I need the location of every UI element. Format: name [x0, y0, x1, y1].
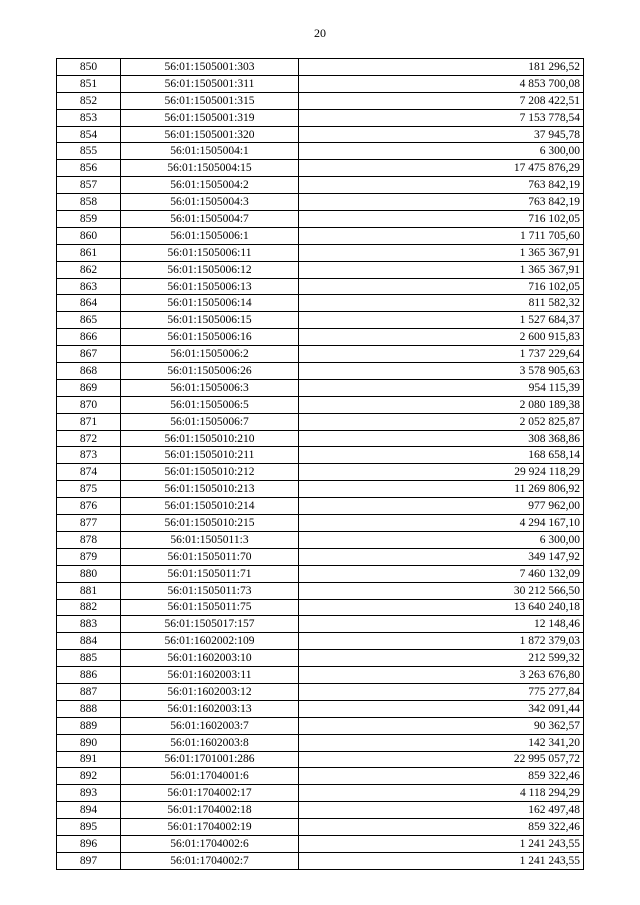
table-row — [57, 498, 584, 515]
cadastral-value-cell: 4 853 700,08 — [299, 75, 584, 92]
table-row — [57, 700, 584, 717]
row-number-cell: 868 — [57, 363, 121, 380]
cadastral-value-cell: 37 945,78 — [299, 126, 584, 143]
cadastral-number-cell: 56:01:1704002:6 — [121, 835, 299, 852]
cadastral-value-cell: 1 365 367,91 — [299, 261, 584, 278]
row-number-cell: 878 — [57, 531, 121, 548]
row-number-cell: 864 — [57, 295, 121, 312]
cadastral-value-cell: 22 995 057,72 — [299, 751, 584, 768]
cadastral-number-cell: 56:01:1505010:212 — [121, 464, 299, 481]
row-number-cell: 853 — [57, 109, 121, 126]
row-number-cell: 875 — [57, 481, 121, 498]
table-row — [57, 261, 584, 278]
cadastral-value-table — [56, 58, 584, 870]
row-number-cell: 877 — [57, 515, 121, 532]
cadastral-number-cell: 56:01:1505010:214 — [121, 498, 299, 515]
cadastral-number-cell: 56:01:1505011:75 — [121, 599, 299, 616]
cadastral-value-cell: 6 300,00 — [299, 143, 584, 160]
table-row — [57, 481, 584, 498]
cadastral-number-cell: 56:01:1505001:315 — [121, 92, 299, 109]
table-row — [57, 734, 584, 751]
cadastral-value-cell: 181 296,52 — [299, 59, 584, 76]
row-number-cell: 897 — [57, 852, 121, 869]
cadastral-value-cell: 2 080 189,38 — [299, 396, 584, 413]
row-number-cell: 869 — [57, 379, 121, 396]
cadastral-value-cell: 142 341,20 — [299, 734, 584, 751]
table-row — [57, 160, 584, 177]
cadastral-number-cell: 56:01:1505004:7 — [121, 211, 299, 228]
table-row — [57, 819, 584, 836]
table-row — [57, 599, 584, 616]
table-row — [57, 143, 584, 160]
cadastral-value-cell: 4 118 294,29 — [299, 785, 584, 802]
table-row — [57, 244, 584, 261]
cadastral-number-cell: 56:01:1505011:71 — [121, 565, 299, 582]
table-row — [57, 515, 584, 532]
table-row — [57, 650, 584, 667]
table-row — [57, 751, 584, 768]
cadastral-value-cell: 308 368,86 — [299, 430, 584, 447]
cadastral-number-cell: 56:01:1505001:320 — [121, 126, 299, 143]
cadastral-value-cell: 29 924 118,29 — [299, 464, 584, 481]
cadastral-value-cell: 212 599,32 — [299, 650, 584, 667]
cadastral-value-cell: 13 640 240,18 — [299, 599, 584, 616]
row-number-cell: 896 — [57, 835, 121, 852]
row-number-cell: 855 — [57, 143, 121, 160]
row-number-cell: 889 — [57, 717, 121, 734]
cadastral-number-cell: 56:01:1505006:26 — [121, 363, 299, 380]
row-number-cell: 863 — [57, 278, 121, 295]
row-number-cell: 891 — [57, 751, 121, 768]
cadastral-number-cell: 56:01:1505006:5 — [121, 396, 299, 413]
table-body — [57, 59, 584, 870]
cadastral-number-cell: 56:01:1505006:12 — [121, 261, 299, 278]
table-row — [57, 413, 584, 430]
row-number-cell: 870 — [57, 396, 121, 413]
row-number-cell: 862 — [57, 261, 121, 278]
table-row — [57, 447, 584, 464]
cadastral-value-cell: 763 842,19 — [299, 177, 584, 194]
table-row — [57, 565, 584, 582]
cadastral-value-cell: 1 241 243,55 — [299, 852, 584, 869]
cadastral-value-cell: 811 582,32 — [299, 295, 584, 312]
row-number-cell: 850 — [57, 59, 121, 76]
cadastral-number-cell: 56:01:1704002:17 — [121, 785, 299, 802]
row-number-cell: 888 — [57, 700, 121, 717]
row-number-cell: 892 — [57, 768, 121, 785]
table-row — [57, 582, 584, 599]
cadastral-number-cell: 56:01:1505004:2 — [121, 177, 299, 194]
table-row — [57, 852, 584, 869]
row-number-cell: 876 — [57, 498, 121, 515]
row-number-cell: 852 — [57, 92, 121, 109]
cadastral-value-cell: 4 294 167,10 — [299, 515, 584, 532]
cadastral-number-cell: 56:01:1505001:303 — [121, 59, 299, 76]
table-row — [57, 633, 584, 650]
cadastral-number-cell: 56:01:1505004:1 — [121, 143, 299, 160]
row-number-cell: 857 — [57, 177, 121, 194]
cadastral-value-cell: 90 362,57 — [299, 717, 584, 734]
row-number-cell: 871 — [57, 413, 121, 430]
row-number-cell: 887 — [57, 683, 121, 700]
page-number: 20 — [314, 26, 326, 40]
row-number-cell: 866 — [57, 329, 121, 346]
row-number-cell: 851 — [57, 75, 121, 92]
cadastral-value-cell: 1 872 379,03 — [299, 633, 584, 650]
table-row — [57, 768, 584, 785]
cadastral-number-cell: 56:01:1602003:7 — [121, 717, 299, 734]
table-row — [57, 194, 584, 211]
table-row — [57, 329, 584, 346]
cadastral-value-cell: 3 578 905,63 — [299, 363, 584, 380]
cadastral-number-cell: 56:01:1505010:213 — [121, 481, 299, 498]
cadastral-number-cell: 56:01:1704002:18 — [121, 802, 299, 819]
cadastral-value-cell: 7 153 778,54 — [299, 109, 584, 126]
row-number-cell: 894 — [57, 802, 121, 819]
table-row — [57, 835, 584, 852]
row-number-cell: 880 — [57, 565, 121, 582]
table-row — [57, 464, 584, 481]
table-row — [57, 616, 584, 633]
cadastral-number-cell: 56:01:1602003:11 — [121, 667, 299, 684]
cadastral-value-cell: 716 102,05 — [299, 278, 584, 295]
cadastral-number-cell: 56:01:1505006:11 — [121, 244, 299, 261]
row-number-cell: 882 — [57, 599, 121, 616]
cadastral-value-cell: 3 263 676,80 — [299, 667, 584, 684]
table-row — [57, 59, 584, 76]
row-number-cell: 856 — [57, 160, 121, 177]
cadastral-value-cell: 1 737 229,64 — [299, 346, 584, 363]
cadastral-value-cell: 1 365 367,91 — [299, 244, 584, 261]
cadastral-number-cell: 56:01:1505006:15 — [121, 312, 299, 329]
cadastral-value-cell: 12 148,46 — [299, 616, 584, 633]
row-number-cell: 865 — [57, 312, 121, 329]
cadastral-number-cell: 56:01:1505006:3 — [121, 379, 299, 396]
cadastral-number-cell: 56:01:1505006:1 — [121, 227, 299, 244]
table-row — [57, 346, 584, 363]
cadastral-number-cell: 56:01:1505006:13 — [121, 278, 299, 295]
cadastral-number-cell: 56:01:1505004:3 — [121, 194, 299, 211]
row-number-cell: 873 — [57, 447, 121, 464]
cadastral-number-cell: 56:01:1505006:14 — [121, 295, 299, 312]
cadastral-number-cell: 56:01:1704001:6 — [121, 768, 299, 785]
row-number-cell: 859 — [57, 211, 121, 228]
cadastral-number-cell: 56:01:1602003:12 — [121, 683, 299, 700]
cadastral-value-cell: 6 300,00 — [299, 531, 584, 548]
cadastral-number-cell: 56:01:1505001:319 — [121, 109, 299, 126]
cadastral-number-cell: 56:01:1602003:10 — [121, 650, 299, 667]
cadastral-value-cell: 859 322,46 — [299, 768, 584, 785]
row-number-cell: 890 — [57, 734, 121, 751]
cadastral-number-cell: 56:01:1505006:2 — [121, 346, 299, 363]
table-row — [57, 92, 584, 109]
cadastral-value-cell: 954 115,39 — [299, 379, 584, 396]
row-number-cell: 879 — [57, 548, 121, 565]
cadastral-value-cell: 775 277,84 — [299, 683, 584, 700]
cadastral-value-cell: 162 497,48 — [299, 802, 584, 819]
cadastral-value-cell: 342 091,44 — [299, 700, 584, 717]
table-row — [57, 548, 584, 565]
cadastral-number-cell: 56:01:1701001:286 — [121, 751, 299, 768]
table-row — [57, 227, 584, 244]
cadastral-number-cell: 56:01:1505011:3 — [121, 531, 299, 548]
table-row — [57, 717, 584, 734]
row-number-cell: 884 — [57, 633, 121, 650]
row-number-cell: 872 — [57, 430, 121, 447]
row-number-cell: 867 — [57, 346, 121, 363]
table-row — [57, 278, 584, 295]
cadastral-value-cell: 1 711 705,60 — [299, 227, 584, 244]
cadastral-value-cell: 30 212 566,50 — [299, 582, 584, 599]
cadastral-value-cell: 11 269 806,92 — [299, 481, 584, 498]
table-row — [57, 379, 584, 396]
row-number-cell: 883 — [57, 616, 121, 633]
row-number-cell: 861 — [57, 244, 121, 261]
cadastral-value-cell: 17 475 876,29 — [299, 160, 584, 177]
cadastral-value-cell: 763 842,19 — [299, 194, 584, 211]
cadastral-value-cell: 7 460 132,09 — [299, 565, 584, 582]
cadastral-number-cell: 56:01:1505010:211 — [121, 447, 299, 464]
cadastral-number-cell: 56:01:1505001:311 — [121, 75, 299, 92]
cadastral-number-cell: 56:01:1505017:157 — [121, 616, 299, 633]
row-number-cell: 881 — [57, 582, 121, 599]
table-row — [57, 531, 584, 548]
cadastral-value-cell: 2 052 825,87 — [299, 413, 584, 430]
row-number-cell: 893 — [57, 785, 121, 802]
cadastral-number-cell: 56:01:1505010:215 — [121, 515, 299, 532]
cadastral-number-cell: 56:01:1602003:8 — [121, 734, 299, 751]
cadastral-number-cell: 56:01:1505010:210 — [121, 430, 299, 447]
cadastral-value-cell: 977 962,00 — [299, 498, 584, 515]
table-row — [57, 396, 584, 413]
table-row — [57, 295, 584, 312]
cadastral-number-cell: 56:01:1505006:16 — [121, 329, 299, 346]
table-row — [57, 75, 584, 92]
table-row — [57, 363, 584, 380]
row-number-cell: 885 — [57, 650, 121, 667]
cadastral-number-cell: 56:01:1505004:15 — [121, 160, 299, 177]
row-number-cell: 858 — [57, 194, 121, 211]
table-row — [57, 177, 584, 194]
table-row — [57, 126, 584, 143]
cadastral-value-cell: 2 600 915,83 — [299, 329, 584, 346]
table-row — [57, 667, 584, 684]
row-number-cell: 874 — [57, 464, 121, 481]
row-number-cell: 854 — [57, 126, 121, 143]
cadastral-value-cell: 859 322,46 — [299, 819, 584, 836]
cadastral-number-cell: 56:01:1704002:7 — [121, 852, 299, 869]
table-row — [57, 785, 584, 802]
table-row — [57, 802, 584, 819]
table-row — [57, 683, 584, 700]
row-number-cell: 860 — [57, 227, 121, 244]
table-row — [57, 312, 584, 329]
cadastral-number-cell: 56:01:1505011:70 — [121, 548, 299, 565]
table-row — [57, 109, 584, 126]
cadastral-number-cell: 56:01:1505006:7 — [121, 413, 299, 430]
cadastral-value-cell: 7 208 422,51 — [299, 92, 584, 109]
cadastral-value-cell: 168 658,14 — [299, 447, 584, 464]
cadastral-value-cell: 1 241 243,55 — [299, 835, 584, 852]
table-row — [57, 211, 584, 228]
row-number-cell: 886 — [57, 667, 121, 684]
cadastral-number-cell: 56:01:1505011:73 — [121, 582, 299, 599]
cadastral-value-cell: 1 527 684,37 — [299, 312, 584, 329]
row-number-cell: 895 — [57, 819, 121, 836]
cadastral-number-cell: 56:01:1704002:19 — [121, 819, 299, 836]
cadastral-number-cell: 56:01:1602002:109 — [121, 633, 299, 650]
table-row — [57, 430, 584, 447]
cadastral-value-cell: 716 102,05 — [299, 211, 584, 228]
cadastral-number-cell: 56:01:1602003:13 — [121, 700, 299, 717]
cadastral-value-cell: 349 147,92 — [299, 548, 584, 565]
